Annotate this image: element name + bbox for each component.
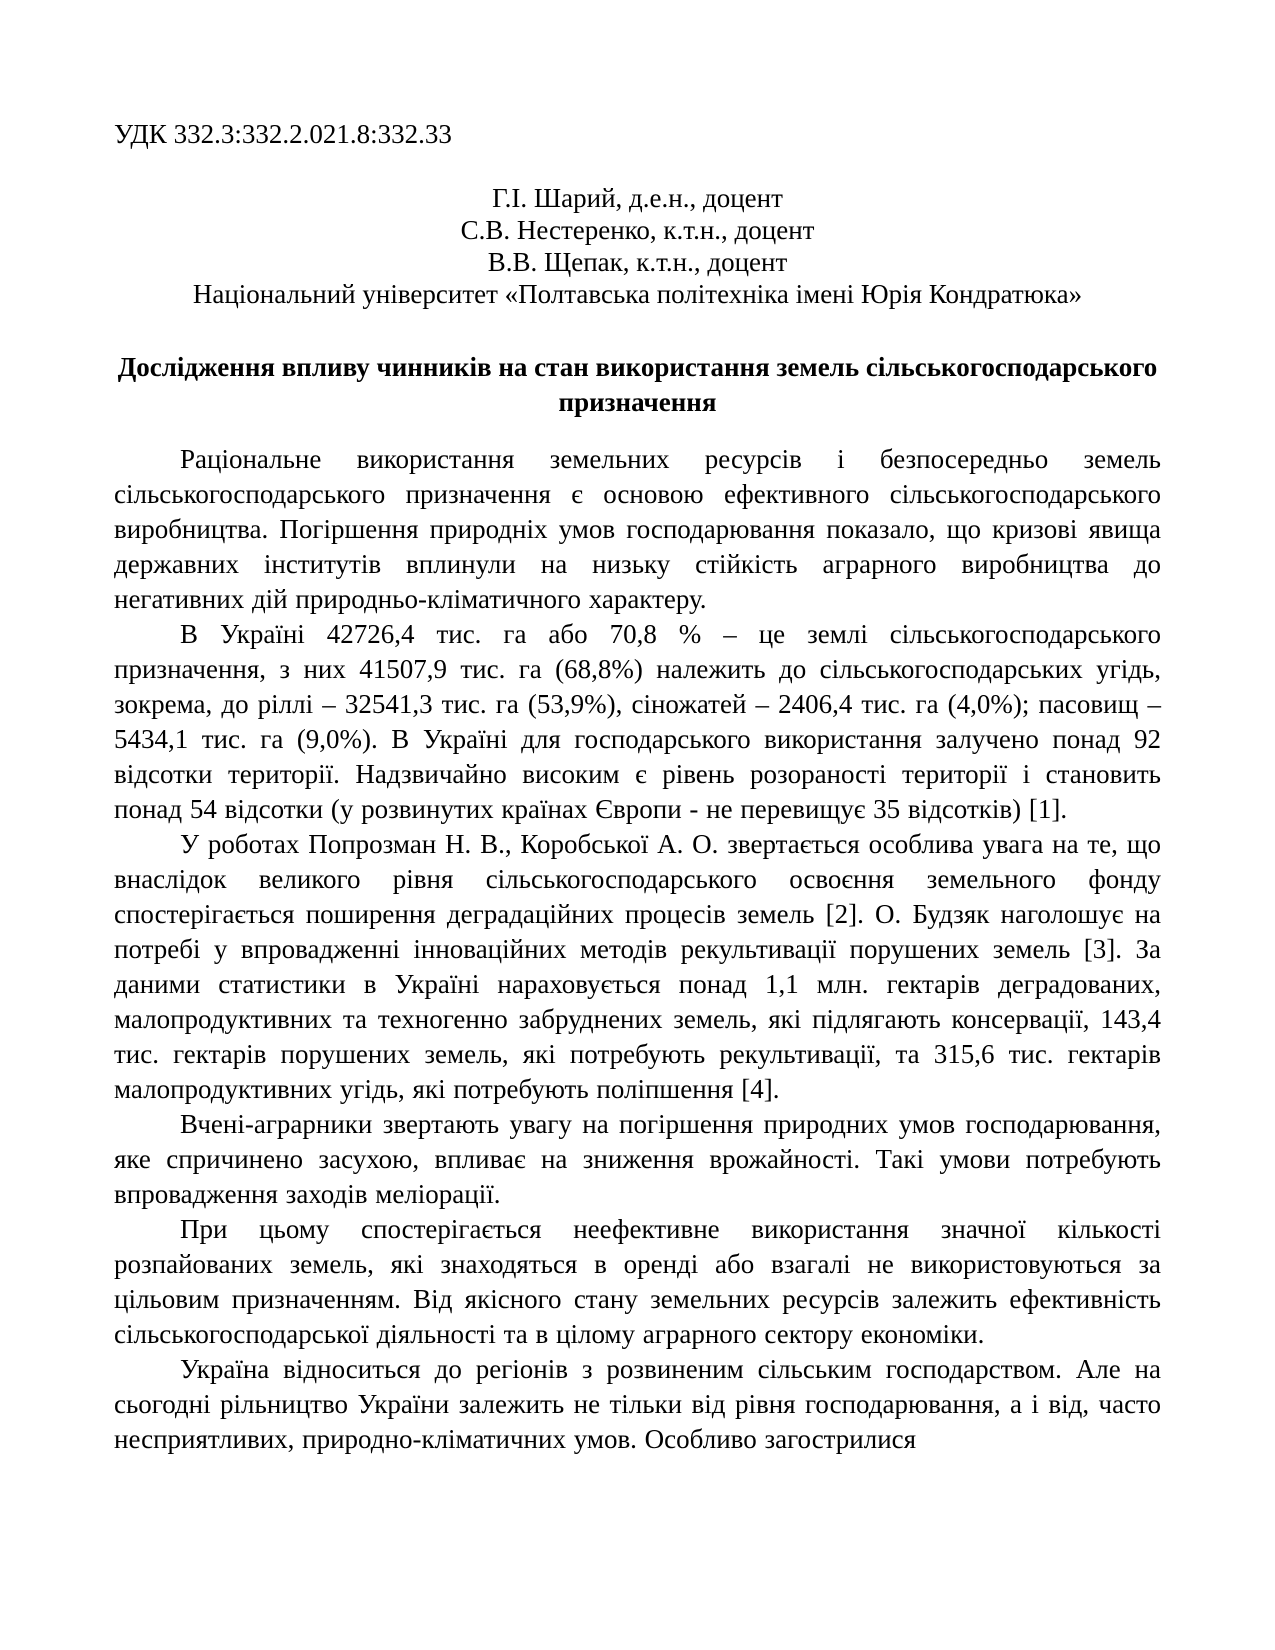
paragraph-rational-use: Раціональне використання земельних ресурсів і безпосередньо земель сільськогосподарського призначення є основою ефективного сільськогосподарського виробництва. Погіршення природніх умов господарювання показало, що кризові явища державних інститутів вплинули на низьку стійкість аграрного виробництва до негативних дій природньо-кліматичного характеру.	[114, 444, 1161, 614]
udc-code: УДК 332.3:332.2.021.8:332.33	[114, 119, 452, 149]
authors-block	[114, 182, 1161, 310]
paragraph-degradation-research: У роботах Попрозман Н. В., Коробської А. О. звертається особлива увага на те, що внаслідок великого рівня сільськогосподарського освоєння земельного фонду спостерігається поширення деградаційних процесів земель [2]. О. Будзяк наголошує на потребі у впровадженні інноваційних методів рекультивації порушених земель [3]. За даними статистики в Україні нараховується понад 1,1 млн. гектарів деградованих, малопродуктивних та техногенно забруднених земель, які підлягають консервації, 143,4 тис. гектарів порушених земель, які потребують рекультивації, та 315,6 тис. гектарів малопродуктивних угідь, які потребують поліпшення [4].	[114, 829, 1161, 1104]
author-line-2: С.В. Нестеренко, к.т.н., доцент	[460, 215, 815, 245]
paragraph-ukraine-land-statistics: В Україні 42726,4 тис. га або 70,8 % – це землі сільськогосподарського призначення, з них 41507,9 тис. га (68,8%) належить до сільськогосподарських угідь, зокрема, до ріллі – 32541,3 тис. га (53,9%), сіножатей – 2406,4 тис. га (4,0%); пасовищ – 5434,1 тис. га (9,0%). В Україні для господарського використання залучено понад 92 відсотки території. Надзвичайно високим є рівень розораності території і становить понад 54 відсотки (у розвинутих країнах Європи - не перевищує 35 відсотків) [1].	[114, 619, 1161, 824]
paragraph-ukraine-agriculture-region: Україна відноситься до регіонів з розвиненим сільським господарством. Але на сьогодні рільництво України залежить не тільки від рівня господарювання, а і від, часто несприятливих, природно-кліматичних умов. Особливо загострилися	[114, 1354, 1161, 1454]
author-line-1: Г.І. Шарий, д.е.н., доцент	[492, 183, 783, 213]
paragraph-inefficient-use: При цьому спостерігається неефективне використання значної кількості розпайованих земель, які знаходяться в оренді або взагалі не використовуються за цільовим призначенням. Від якісного стану земельних ресурсів залежить ефективність сільськогосподарської діяльності та в цілому аграрного сектору економіки.	[114, 1214, 1161, 1349]
affiliation-line: Національний університет «Полтавська політехніка імені Юрія Кондратюка»	[192, 279, 1083, 309]
author-line-3: В.В. Щепак, к.т.н., доцент	[487, 247, 788, 277]
paragraph-agrarian-scientists: Вчені-аграрники звертають увагу на погіршення природних умов господарювання, яке спричинено засухою, впливає на зниження врожайності. Такі умови потребують впровадження заходів меліорації.	[114, 1109, 1161, 1209]
article-title: Дослідження впливу чинників на стан використання земель сільськогосподарського призначення	[117, 352, 1158, 417]
article-body	[114, 442, 1161, 1457]
